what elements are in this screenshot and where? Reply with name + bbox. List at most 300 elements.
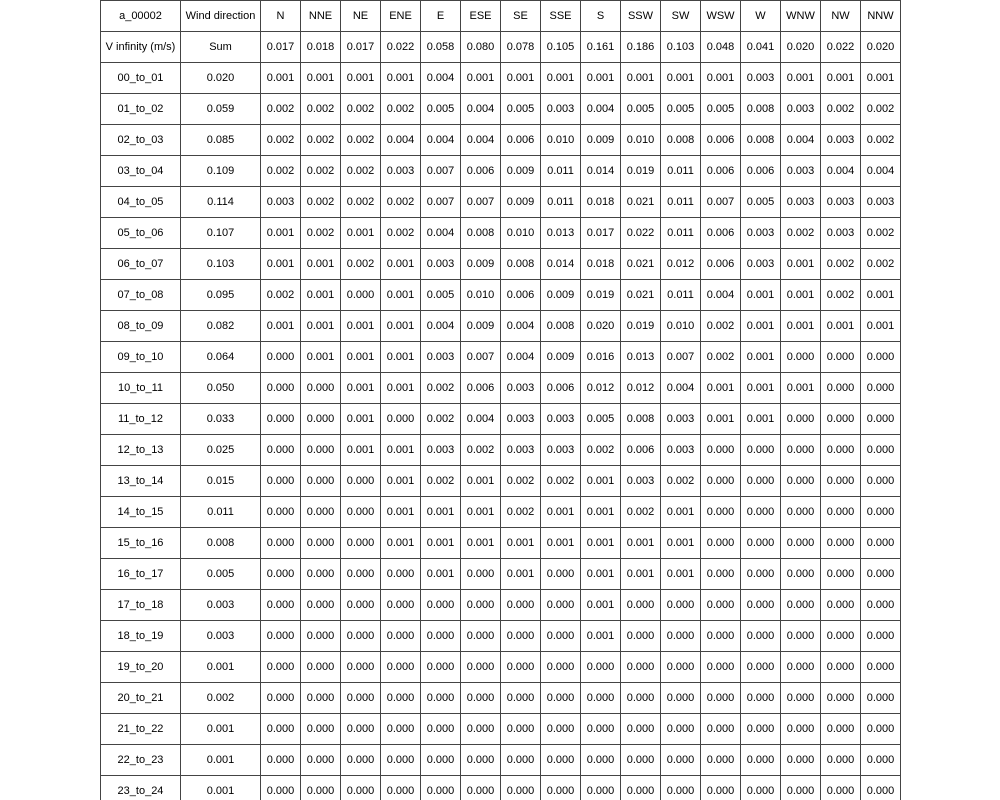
table-cell: 0.000 bbox=[861, 342, 901, 373]
table-cell: 0.002 bbox=[861, 218, 901, 249]
table-cell: 0.000 bbox=[381, 683, 421, 714]
table-cell: 0.001 bbox=[341, 311, 381, 342]
table-cell: 0.000 bbox=[821, 559, 861, 590]
table-cell: 0.004 bbox=[421, 311, 461, 342]
table-row bbox=[101, 342, 901, 373]
table-cell: 0.003 bbox=[781, 94, 821, 125]
table-cell: 0.003 bbox=[541, 94, 581, 125]
table-cell: 0.000 bbox=[261, 652, 301, 683]
table-cell: 0.003 bbox=[781, 156, 821, 187]
table-cell: 0.000 bbox=[861, 652, 901, 683]
table-cell: 0.001 bbox=[661, 559, 701, 590]
table-cell: 0.000 bbox=[821, 528, 861, 559]
direction-header-cell: SSE bbox=[541, 1, 581, 32]
table-cell: 0.001 bbox=[461, 63, 501, 94]
table-cell: 0.003 bbox=[741, 249, 781, 280]
table-cell: 0.000 bbox=[301, 590, 341, 621]
table-row bbox=[101, 249, 901, 280]
table-cell: 0.001 bbox=[181, 652, 261, 683]
table-cell: 0.000 bbox=[701, 652, 741, 683]
table-cell: 0.000 bbox=[821, 435, 861, 466]
table-cell: 0.012 bbox=[581, 373, 621, 404]
table-cell: 0.001 bbox=[341, 404, 381, 435]
table-row bbox=[101, 94, 901, 125]
table-cell: 0.000 bbox=[581, 745, 621, 776]
table-row bbox=[101, 218, 901, 249]
table-cell: 0.006 bbox=[701, 125, 741, 156]
table-row bbox=[101, 745, 901, 776]
wind-direction-header-cell: Wind direction bbox=[181, 1, 261, 32]
table-cell: 0.008 bbox=[541, 311, 581, 342]
table-row bbox=[101, 621, 901, 652]
table-cell: 0.002 bbox=[821, 94, 861, 125]
speed-bin-label-cell: 11_to_12 bbox=[101, 404, 181, 435]
table-row bbox=[101, 280, 901, 311]
table-cell: 0.017 bbox=[581, 218, 621, 249]
table-cell: 0.009 bbox=[501, 187, 541, 218]
table-cell: 0.002 bbox=[781, 218, 821, 249]
table-cell: 0.001 bbox=[861, 311, 901, 342]
table-cell: 0.004 bbox=[701, 280, 741, 311]
table-cell: 0.000 bbox=[781, 435, 821, 466]
table-cell: 0.002 bbox=[261, 280, 301, 311]
table-cell: 0.006 bbox=[541, 373, 581, 404]
table-cell: 0.000 bbox=[701, 621, 741, 652]
table-cell: 0.000 bbox=[301, 714, 341, 745]
table-cell: 0.078 bbox=[501, 32, 541, 63]
table-row bbox=[101, 63, 901, 94]
table-cell: 0.000 bbox=[541, 683, 581, 714]
table-cell: 0.018 bbox=[301, 32, 341, 63]
table-cell: 0.001 bbox=[861, 280, 901, 311]
table-cell: 0.000 bbox=[381, 714, 421, 745]
table-cell: 0.004 bbox=[501, 311, 541, 342]
table-cell: 0.002 bbox=[421, 466, 461, 497]
dataset-id-cell: a_00002 bbox=[101, 1, 181, 32]
table-cell: 0.000 bbox=[301, 745, 341, 776]
table-cell: 0.003 bbox=[861, 187, 901, 218]
table-cell: 0.004 bbox=[461, 404, 501, 435]
table-cell: 0.001 bbox=[781, 373, 821, 404]
table-cell: 0.025 bbox=[181, 435, 261, 466]
table-body bbox=[101, 1, 901, 800]
table-cell: 0.000 bbox=[301, 652, 341, 683]
table-cell: 0.000 bbox=[541, 776, 581, 800]
table-cell: 0.000 bbox=[261, 466, 301, 497]
table-cell: 0.002 bbox=[381, 94, 421, 125]
table-cell: 0.003 bbox=[421, 342, 461, 373]
table-cell: 0.020 bbox=[181, 63, 261, 94]
table-row bbox=[101, 714, 901, 745]
speed-bin-label-cell: 14_to_15 bbox=[101, 497, 181, 528]
table-cell: 0.103 bbox=[661, 32, 701, 63]
table-cell: 0.001 bbox=[741, 404, 781, 435]
table-cell: 0.001 bbox=[381, 63, 421, 94]
table-cell: 0.000 bbox=[741, 435, 781, 466]
table-row bbox=[101, 187, 901, 218]
table-cell: 0.000 bbox=[821, 590, 861, 621]
table-cell: 0.000 bbox=[861, 590, 901, 621]
table-cell: 0.008 bbox=[661, 125, 701, 156]
table-cell: 0.000 bbox=[661, 776, 701, 800]
table-cell: 0.001 bbox=[501, 528, 541, 559]
table-cell: 0.001 bbox=[581, 466, 621, 497]
table-row bbox=[101, 590, 901, 621]
table-cell: 0.001 bbox=[741, 280, 781, 311]
table-cell: 0.000 bbox=[421, 621, 461, 652]
table-cell: 0.000 bbox=[821, 652, 861, 683]
direction-header-cell: SSW bbox=[621, 1, 661, 32]
table-cell: 0.008 bbox=[501, 249, 541, 280]
table-cell: 0.000 bbox=[341, 590, 381, 621]
table-cell: 0.002 bbox=[181, 683, 261, 714]
table-cell: 0.000 bbox=[341, 652, 381, 683]
table-cell: 0.002 bbox=[261, 156, 301, 187]
speed-bin-label-cell: 20_to_21 bbox=[101, 683, 181, 714]
table-cell: 0.003 bbox=[501, 435, 541, 466]
table-cell: 0.000 bbox=[301, 776, 341, 800]
table-cell: 0.019 bbox=[581, 280, 621, 311]
table-row bbox=[101, 776, 901, 800]
table-cell: 0.004 bbox=[381, 125, 421, 156]
table-cell: 0.001 bbox=[381, 280, 421, 311]
table-cell: 0.010 bbox=[621, 125, 661, 156]
table-cell: 0.001 bbox=[701, 404, 741, 435]
table-cell: 0.000 bbox=[741, 528, 781, 559]
table-cell: 0.000 bbox=[701, 528, 741, 559]
wind-frequency-table bbox=[100, 0, 901, 800]
table-cell: 0.012 bbox=[621, 373, 661, 404]
sum-row bbox=[101, 32, 901, 63]
table-cell: 0.008 bbox=[741, 94, 781, 125]
table-cell: 0.080 bbox=[461, 32, 501, 63]
table-cell: 0.007 bbox=[701, 187, 741, 218]
table-cell: 0.001 bbox=[301, 342, 341, 373]
table-cell: 0.000 bbox=[501, 652, 541, 683]
table-cell: 0.000 bbox=[341, 776, 381, 800]
table-cell: 0.001 bbox=[341, 63, 381, 94]
table-cell: 0.001 bbox=[301, 311, 341, 342]
table-row bbox=[101, 125, 901, 156]
table-cell: 0.001 bbox=[181, 714, 261, 745]
table-cell: 0.001 bbox=[581, 559, 621, 590]
table-cell: 0.001 bbox=[381, 528, 421, 559]
table-cell: 0.003 bbox=[741, 218, 781, 249]
speed-bin-label-cell: 04_to_05 bbox=[101, 187, 181, 218]
table-cell: 0.005 bbox=[621, 94, 661, 125]
table-row bbox=[101, 559, 901, 590]
table-cell: 0.000 bbox=[461, 776, 501, 800]
table-cell: 0.009 bbox=[581, 125, 621, 156]
table-cell: 0.000 bbox=[821, 745, 861, 776]
table-cell: 0.000 bbox=[421, 776, 461, 800]
table-cell: 0.001 bbox=[781, 249, 821, 280]
direction-header-cell: NW bbox=[821, 1, 861, 32]
table-cell: 0.002 bbox=[341, 94, 381, 125]
table-cell: 0.000 bbox=[781, 590, 821, 621]
table-cell: 0.011 bbox=[661, 218, 701, 249]
table-cell: 0.000 bbox=[341, 714, 381, 745]
table-cell: 0.000 bbox=[261, 559, 301, 590]
table-cell: 0.016 bbox=[581, 342, 621, 373]
table-cell: 0.001 bbox=[821, 63, 861, 94]
table-cell: 0.000 bbox=[381, 652, 421, 683]
table-cell: 0.001 bbox=[341, 373, 381, 404]
speed-bin-label-cell: 08_to_09 bbox=[101, 311, 181, 342]
table-cell: 0.009 bbox=[541, 342, 581, 373]
speed-bin-label-cell: 00_to_01 bbox=[101, 63, 181, 94]
table-cell: 0.014 bbox=[541, 249, 581, 280]
table-cell: 0.005 bbox=[421, 280, 461, 311]
table-cell: 0.005 bbox=[661, 94, 701, 125]
table-cell: 0.003 bbox=[821, 187, 861, 218]
table-cell: 0.020 bbox=[581, 311, 621, 342]
table-cell: 0.005 bbox=[501, 94, 541, 125]
table-cell: 0.000 bbox=[581, 776, 621, 800]
table-cell: 0.000 bbox=[661, 652, 701, 683]
table-cell: 0.002 bbox=[701, 311, 741, 342]
table-cell: 0.001 bbox=[181, 745, 261, 776]
table-cell: 0.004 bbox=[781, 125, 821, 156]
table-cell: 0.000 bbox=[301, 621, 341, 652]
table-cell: 0.002 bbox=[341, 249, 381, 280]
table-cell: 0.050 bbox=[181, 373, 261, 404]
table-cell: 0.002 bbox=[381, 187, 421, 218]
table-cell: 0.000 bbox=[341, 497, 381, 528]
table-cell: 0.001 bbox=[341, 342, 381, 373]
table-cell: 0.021 bbox=[621, 249, 661, 280]
table-cell: 0.000 bbox=[581, 714, 621, 745]
table-cell: 0.000 bbox=[621, 621, 661, 652]
table-cell: 0.000 bbox=[821, 776, 861, 800]
table-cell: 0.000 bbox=[501, 745, 541, 776]
table-cell: 0.000 bbox=[301, 528, 341, 559]
table-cell: 0.001 bbox=[301, 280, 341, 311]
table-cell: 0.018 bbox=[581, 187, 621, 218]
table-cell: 0.002 bbox=[821, 249, 861, 280]
table-cell: 0.005 bbox=[181, 559, 261, 590]
table-cell: 0.000 bbox=[461, 590, 501, 621]
table-cell: 0.000 bbox=[541, 559, 581, 590]
table-cell: 0.000 bbox=[741, 497, 781, 528]
table-cell: 0.000 bbox=[701, 776, 741, 800]
table-cell: 0.012 bbox=[661, 249, 701, 280]
table-cell: 0.001 bbox=[501, 63, 541, 94]
table-cell: 0.002 bbox=[701, 342, 741, 373]
table-cell: 0.003 bbox=[821, 218, 861, 249]
table-cell: 0.000 bbox=[261, 404, 301, 435]
table-cell: 0.002 bbox=[301, 218, 341, 249]
table-cell: 0.001 bbox=[741, 342, 781, 373]
table-cell: 0.000 bbox=[341, 280, 381, 311]
table-cell: 0.001 bbox=[381, 435, 421, 466]
direction-header-cell: WSW bbox=[701, 1, 741, 32]
table-cell: 0.082 bbox=[181, 311, 261, 342]
table-cell: 0.000 bbox=[541, 590, 581, 621]
speed-bin-label-cell: 21_to_22 bbox=[101, 714, 181, 745]
table-cell: 0.000 bbox=[701, 590, 741, 621]
direction-header-cell: N bbox=[261, 1, 301, 32]
table-cell: 0.019 bbox=[621, 311, 661, 342]
table-cell: 0.009 bbox=[461, 249, 501, 280]
table-cell: 0.017 bbox=[261, 32, 301, 63]
table-cell: 0.000 bbox=[301, 497, 341, 528]
table-cell: 0.010 bbox=[461, 280, 501, 311]
table-cell: 0.011 bbox=[661, 187, 701, 218]
table-cell: 0.000 bbox=[581, 652, 621, 683]
table-cell: 0.002 bbox=[341, 187, 381, 218]
speed-bin-label-cell: 05_to_06 bbox=[101, 218, 181, 249]
table-cell: 0.002 bbox=[301, 94, 341, 125]
table-cell: 0.005 bbox=[421, 94, 461, 125]
table-cell: 0.003 bbox=[541, 404, 581, 435]
table-cell: 0.000 bbox=[301, 683, 341, 714]
table-cell: 0.000 bbox=[421, 683, 461, 714]
table-cell: 0.002 bbox=[581, 435, 621, 466]
table-cell: 0.000 bbox=[621, 652, 661, 683]
speed-bin-label-cell: 03_to_04 bbox=[101, 156, 181, 187]
table-cell: 0.000 bbox=[701, 559, 741, 590]
direction-header-cell: NNW bbox=[861, 1, 901, 32]
table-row bbox=[101, 528, 901, 559]
table-cell: 0.000 bbox=[781, 404, 821, 435]
table-cell: 0.001 bbox=[461, 497, 501, 528]
table-cell: 0.002 bbox=[301, 187, 341, 218]
table-cell: 0.001 bbox=[421, 559, 461, 590]
table-cell: 0.001 bbox=[381, 311, 421, 342]
table-cell: 0.002 bbox=[341, 125, 381, 156]
table-cell: 0.000 bbox=[741, 559, 781, 590]
table-cell: 0.000 bbox=[381, 776, 421, 800]
table-cell: 0.000 bbox=[541, 745, 581, 776]
table-cell: 0.003 bbox=[501, 373, 541, 404]
table-cell: 0.001 bbox=[541, 528, 581, 559]
table-cell: 0.004 bbox=[421, 218, 461, 249]
table-cell: Sum bbox=[181, 32, 261, 63]
table-cell: 0.004 bbox=[861, 156, 901, 187]
table-cell: 0.001 bbox=[501, 559, 541, 590]
table-cell: 0.001 bbox=[661, 528, 701, 559]
table-cell: 0.001 bbox=[621, 63, 661, 94]
table-cell: 0.003 bbox=[181, 590, 261, 621]
table-cell: 0.005 bbox=[581, 404, 621, 435]
table-cell: 0.000 bbox=[621, 590, 661, 621]
table-cell: 0.000 bbox=[261, 745, 301, 776]
table-cell: 0.095 bbox=[181, 280, 261, 311]
table-cell: 0.003 bbox=[781, 187, 821, 218]
table-cell: 0.033 bbox=[181, 404, 261, 435]
table-cell: 0.000 bbox=[261, 342, 301, 373]
table-cell: 0.000 bbox=[261, 714, 301, 745]
header-row bbox=[101, 1, 901, 32]
table-cell: 0.002 bbox=[261, 94, 301, 125]
table-cell: 0.005 bbox=[741, 187, 781, 218]
table-cell: 0.002 bbox=[861, 125, 901, 156]
table-cell: 0.008 bbox=[741, 125, 781, 156]
table-cell: 0.001 bbox=[381, 466, 421, 497]
table-cell: 0.003 bbox=[501, 404, 541, 435]
table-cell: 0.000 bbox=[861, 621, 901, 652]
table-row bbox=[101, 404, 901, 435]
table-cell: 0.000 bbox=[621, 745, 661, 776]
speed-bin-label-cell: 01_to_02 bbox=[101, 94, 181, 125]
speed-bin-label-cell: 09_to_10 bbox=[101, 342, 181, 373]
table-cell: 0.000 bbox=[861, 528, 901, 559]
table-cell: 0.000 bbox=[461, 652, 501, 683]
table-cell: 0.000 bbox=[861, 714, 901, 745]
table-cell: 0.007 bbox=[661, 342, 701, 373]
table-cell: 0.001 bbox=[821, 311, 861, 342]
table-cell: 0.000 bbox=[781, 714, 821, 745]
table-cell: 0.000 bbox=[741, 590, 781, 621]
table-cell: 0.002 bbox=[541, 466, 581, 497]
table-cell: 0.000 bbox=[821, 714, 861, 745]
table-cell: 0.003 bbox=[621, 466, 661, 497]
table-cell: 0.001 bbox=[621, 528, 661, 559]
table-cell: 0.010 bbox=[661, 311, 701, 342]
table-cell: 0.107 bbox=[181, 218, 261, 249]
table-cell: 0.000 bbox=[461, 683, 501, 714]
table-cell: 0.021 bbox=[621, 187, 661, 218]
table-cell: 0.000 bbox=[781, 559, 821, 590]
table-cell: 0.000 bbox=[861, 497, 901, 528]
direction-header-cell: WNW bbox=[781, 1, 821, 32]
table-cell: 0.000 bbox=[661, 714, 701, 745]
table-cell: 0.000 bbox=[781, 652, 821, 683]
table-cell: 0.000 bbox=[861, 466, 901, 497]
table-cell: 0.000 bbox=[741, 652, 781, 683]
table-cell: 0.002 bbox=[821, 280, 861, 311]
table-cell: 0.000 bbox=[701, 745, 741, 776]
direction-header-cell: NE bbox=[341, 1, 381, 32]
table-cell: 0.006 bbox=[701, 156, 741, 187]
table-cell: 0.000 bbox=[421, 714, 461, 745]
table-cell: 0.000 bbox=[741, 745, 781, 776]
table-cell: 0.000 bbox=[781, 745, 821, 776]
table-cell: 0.004 bbox=[421, 63, 461, 94]
table-cell: 0.009 bbox=[501, 156, 541, 187]
table-cell: 0.013 bbox=[541, 218, 581, 249]
table-cell: 0.064 bbox=[181, 342, 261, 373]
table-cell: 0.000 bbox=[501, 714, 541, 745]
table-cell: 0.006 bbox=[461, 373, 501, 404]
direction-header-cell: ENE bbox=[381, 1, 421, 32]
table-cell: 0.001 bbox=[381, 497, 421, 528]
table-cell: 0.059 bbox=[181, 94, 261, 125]
table-cell: 0.003 bbox=[821, 125, 861, 156]
table-cell: 0.003 bbox=[661, 435, 701, 466]
table-cell: 0.008 bbox=[181, 528, 261, 559]
table-cell: 0.000 bbox=[261, 683, 301, 714]
table-cell: 0.000 bbox=[781, 621, 821, 652]
table-cell: 0.000 bbox=[381, 745, 421, 776]
table-cell: 0.004 bbox=[661, 373, 701, 404]
table-cell: 0.000 bbox=[781, 683, 821, 714]
table-cell: 0.000 bbox=[661, 745, 701, 776]
table-cell: 0.001 bbox=[741, 311, 781, 342]
direction-header-cell: SW bbox=[661, 1, 701, 32]
table-cell: 0.003 bbox=[541, 435, 581, 466]
table-cell: 0.000 bbox=[261, 528, 301, 559]
speed-bin-label-cell: 23_to_24 bbox=[101, 776, 181, 800]
direction-header-cell: NNE bbox=[301, 1, 341, 32]
table-cell: 0.006 bbox=[621, 435, 661, 466]
table-cell: 0.001 bbox=[421, 528, 461, 559]
table-cell: 0.001 bbox=[701, 373, 741, 404]
table-cell: 0.002 bbox=[381, 218, 421, 249]
table-cell: 0.010 bbox=[541, 125, 581, 156]
table-cell: 0.001 bbox=[381, 373, 421, 404]
